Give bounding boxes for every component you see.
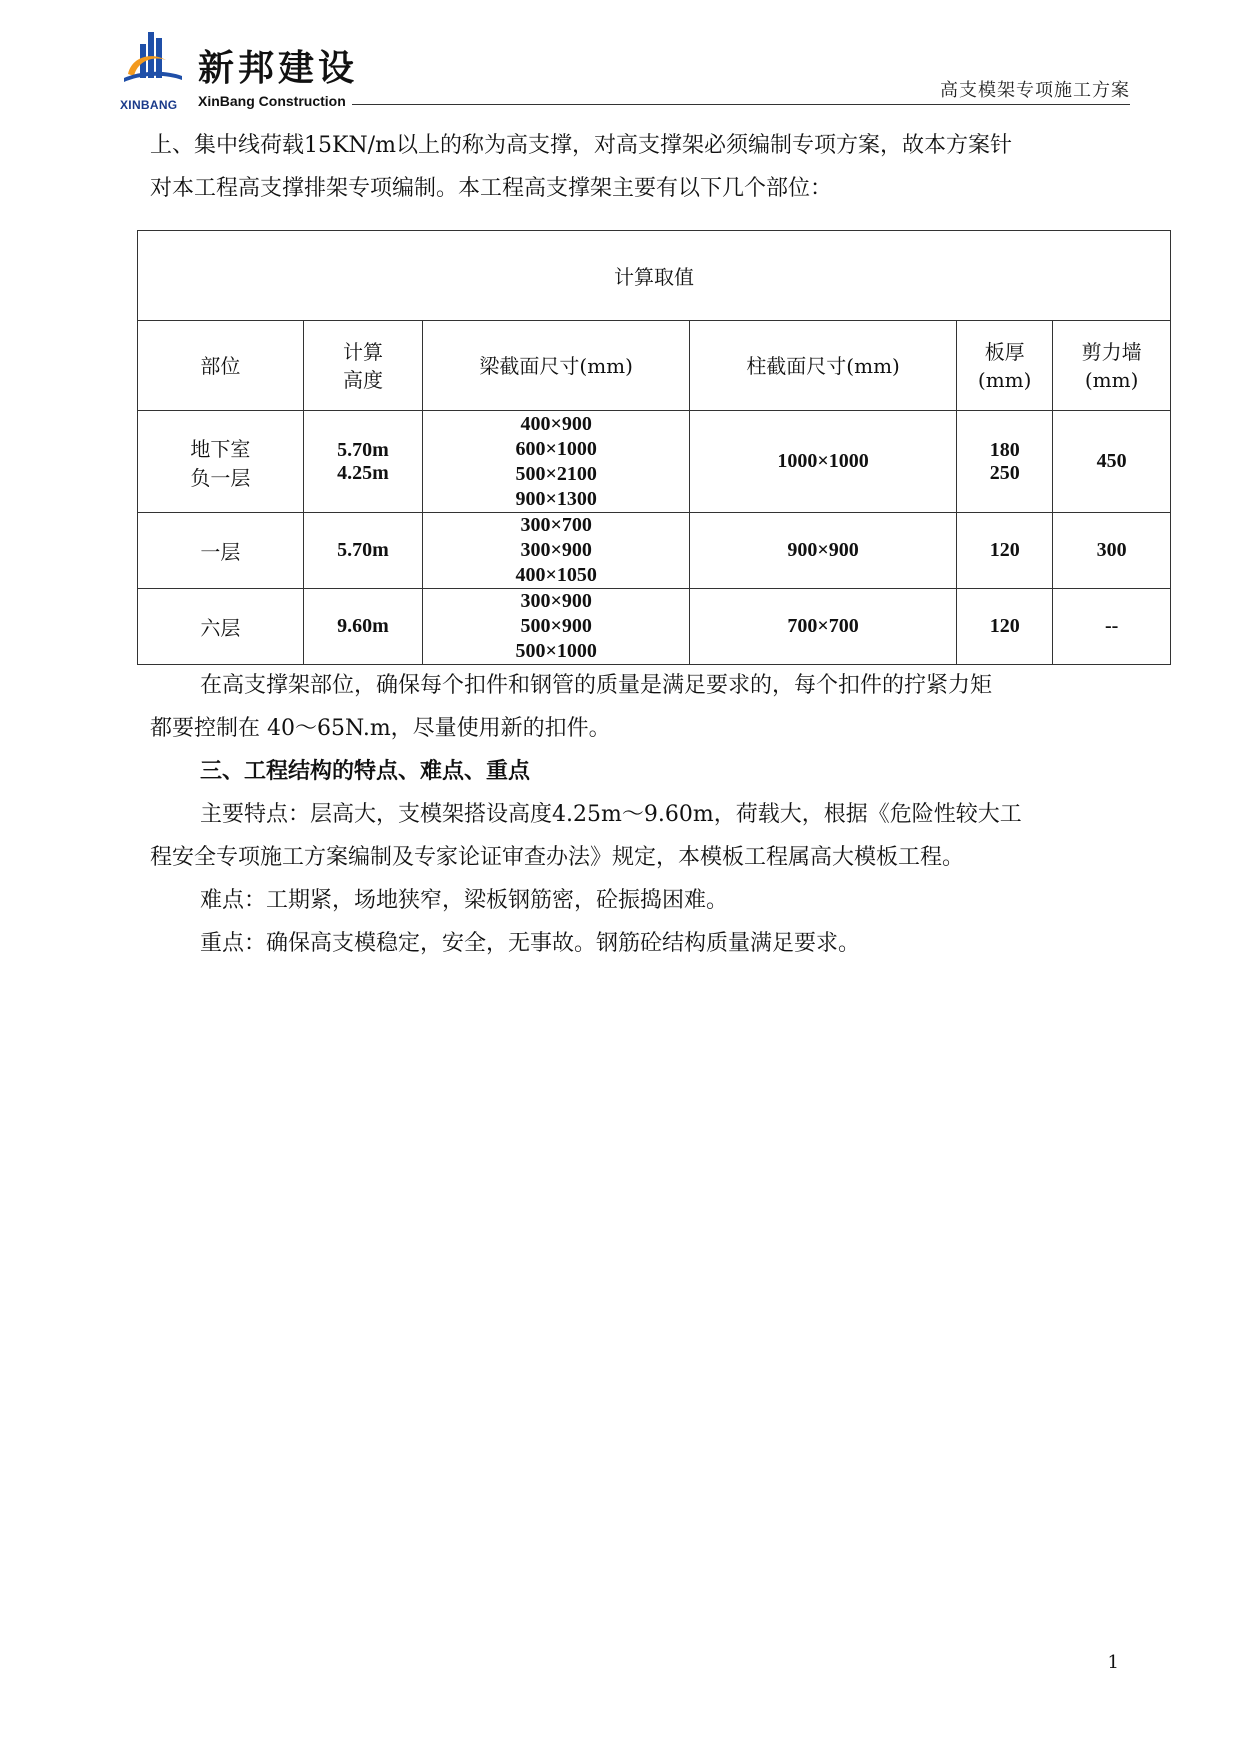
height-line-2: 4.25m <box>337 461 389 484</box>
cell-height <box>303 411 423 513</box>
cell-height: 9.60m <box>303 589 423 665</box>
header-slab-thickness <box>957 321 1053 411</box>
cell-beam <box>423 513 690 589</box>
beam-line-1: 300×700 <box>520 514 592 536</box>
header-wall-line-1: 剪力墙 <box>1081 339 1142 364</box>
cell-beam <box>423 411 690 513</box>
feature-line-2: 程安全专项施工方案编制及专家论证审查办法》规定，本模板工程属高大模板工程。 <box>150 845 965 870</box>
intro-line-1: 上、集中线荷载15KN/m以上的称为高支撑，对高支撑架必须编制专项方案，故本方案针 <box>150 133 1012 158</box>
table-row <box>138 411 1171 513</box>
cell-slab <box>957 411 1053 513</box>
location-line-1: 地下室 <box>190 436 251 461</box>
cell-location <box>138 411 304 513</box>
calculation-table <box>137 230 1171 665</box>
cell-column: 900×900 <box>690 513 957 589</box>
table-header-row <box>138 321 1171 411</box>
company-name-en: XinBang Construction <box>198 93 346 109</box>
location-line-2: 负一层 <box>190 465 251 490</box>
cell-column: 700×700 <box>690 589 957 665</box>
header-shear-wall <box>1053 321 1171 411</box>
beam-line-2: 600×1000 <box>515 437 597 460</box>
header-location: 部位 <box>138 321 304 411</box>
beam-line-4: 900×1300 <box>515 487 597 510</box>
table-row <box>138 589 1171 665</box>
cell-wall: 300 <box>1053 513 1171 589</box>
beam-line-3: 500×2100 <box>515 462 597 485</box>
cell-location: 一层 <box>138 513 304 589</box>
beam-line-2: 300×900 <box>520 539 592 561</box>
page-header <box>120 28 1130 112</box>
company-logo-icon <box>122 30 184 92</box>
beam-line-2: 500×900 <box>520 615 592 637</box>
table-row <box>138 513 1171 589</box>
beam-line-3: 400×1050 <box>515 564 597 586</box>
header-slab-line-1: 板厚 <box>984 339 1025 364</box>
header-column-size: 柱截面尺寸(mm) <box>690 321 957 411</box>
beam-line-1: 400×900 <box>520 412 592 435</box>
cell-wall: 450 <box>1053 411 1171 513</box>
beam-line-1: 300×900 <box>520 590 592 612</box>
header-calc-height <box>303 321 423 411</box>
difficulty-line: 难点：工期紧，场地狭窄，梁板钢筋密，砼振捣困难。 <box>200 888 729 913</box>
cell-column: 1000×1000 <box>690 411 957 513</box>
header-wall-line-2: (mm) <box>1084 367 1139 392</box>
height-line-1: 5.70m <box>337 438 389 461</box>
header-divider <box>352 104 1130 105</box>
header-calc-height-line-1: 计算 <box>343 339 383 364</box>
slab-line-1: 180 <box>989 438 1020 461</box>
section-3-heading: 三、工程结构的特点、难点、重点 <box>200 758 531 784</box>
key-point-line: 重点：确保高支模稳定，安全，无事故。钢筋砼结构质量满足要求。 <box>200 931 861 956</box>
header-beam-size: 梁截面尺寸(mm) <box>423 321 690 411</box>
section-3 <box>150 750 1110 965</box>
intro-paragraph <box>150 124 1110 210</box>
feature-line-1: 主要特点：层高大，支模架搭设高度4.25m～9.60m，荷载大，根据《危险性较大工 <box>200 802 1022 827</box>
header-calc-height-line-2: 高度 <box>343 367 383 392</box>
cell-location: 六层 <box>138 589 304 665</box>
beam-line-3: 500×1000 <box>515 640 597 662</box>
slab-line-2: 250 <box>989 461 1020 484</box>
cell-height: 5.70m <box>303 513 423 589</box>
after-table-line-2: 都要控制在 40～65N.m，尽量使用新的扣件。 <box>150 716 611 741</box>
intro-line-2: 对本工程高支撑排架专项编制。本工程高支撑架主要有以下几个部位： <box>150 176 833 201</box>
logo-mark-text: XINBANG <box>120 98 178 112</box>
table-caption: 计算取值 <box>138 231 1171 321</box>
after-table-paragraph <box>150 664 1110 750</box>
cell-slab: 120 <box>957 589 1053 665</box>
document-title: 高支模架专项施工方案 <box>940 80 1130 101</box>
cell-beam <box>423 589 690 665</box>
cell-wall: -- <box>1053 589 1171 665</box>
header-slab-line-2: (mm) <box>977 367 1032 392</box>
after-table-line-1: 在高支撑架部位，确保每个扣件和钢管的质量是满足要求的，每个扣件的拧紧力矩 <box>200 673 993 698</box>
company-name-cn: 新邦建设 <box>198 47 359 89</box>
cell-slab: 120 <box>957 513 1053 589</box>
page-number: 1 <box>1107 1652 1119 1673</box>
